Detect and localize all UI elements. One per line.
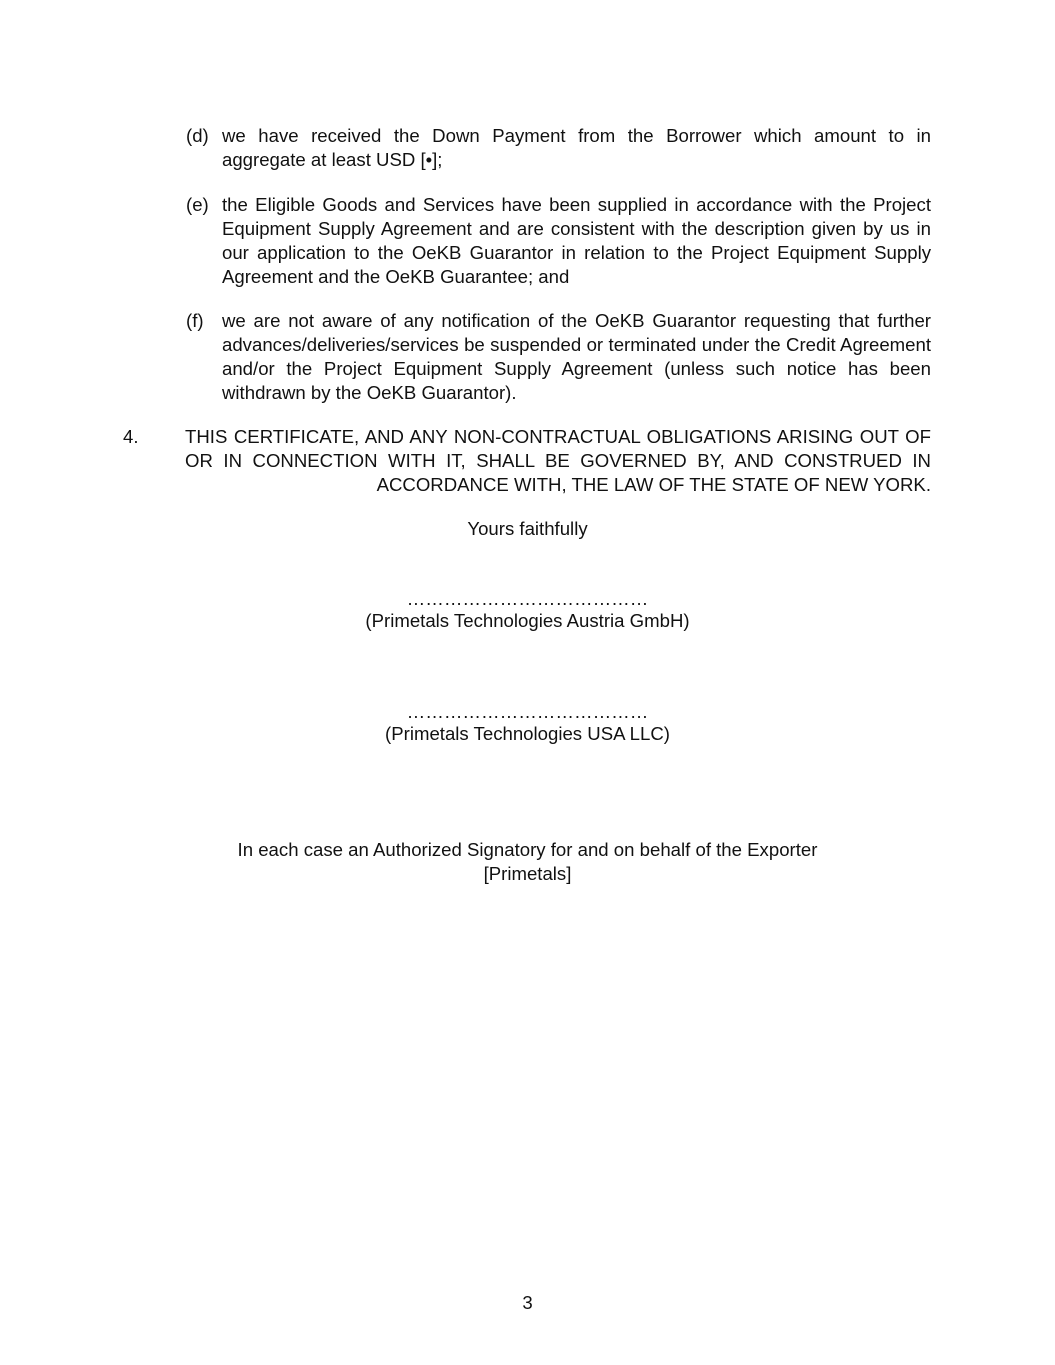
closing-salutation: Yours faithfully [467,518,588,539]
signatory-usa: (Primetals Technologies USA LLC) [385,723,670,744]
signatory-austria: (Primetals Technologies Austria GmbH) [365,610,690,631]
clause-4-text: THIS CERTIFICATE, AND ANY NON-CONTRACTUAL OBLIGATIONS ARISING OUT OF OR IN CONNECTION WITH IT, SHALL BE GOVERNED BY, AND CONSTRUED IN ACCORDANCE WITH, THE LAW OF THE STATE OF NEW YORK. [185,426,931,495]
authorized-signatory-note: In each case an Authorized Signatory for and on behalf of the Exporter [237,839,818,860]
page-number: 3 [522,1292,533,1313]
item-d-text: we have received the Down Payment from the Borrower which amount to in aggregate at least USD [•]; [222,125,931,170]
signature-line-austria: ………………………………… [406,588,649,609]
item-f-label: (f) [186,310,204,331]
item-f [186,309,931,405]
item-d [186,124,931,172]
clause-4-number: 4. [123,426,139,447]
item-f-text: we are not aware of any notification of the OeKB Guarantor requesting that further advances/deliveries/services be suspended or terminated under the Credit Agreement and/or the Project Equipment Supply Agreement (unless such notice has been withdrawn by the OeKB Guarantor). [222,310,931,403]
clause-4 [123,425,931,497]
item-e-label: (e) [186,194,209,215]
item-d-label: (d) [186,125,209,146]
item-e-text: the Eligible Goods and Services have been supplied in accordance with the Project Equipment Supply Agreement and are consistent with the description given by us in our application to the OeKB Guarantor in relation to the Project Equipment Supply Agreement and the OeKB Guarantee; and [222,194,931,287]
exporter-name: [Primetals] [483,863,572,884]
signature-line-usa: ………………………………… [406,701,649,722]
item-e [186,193,931,289]
